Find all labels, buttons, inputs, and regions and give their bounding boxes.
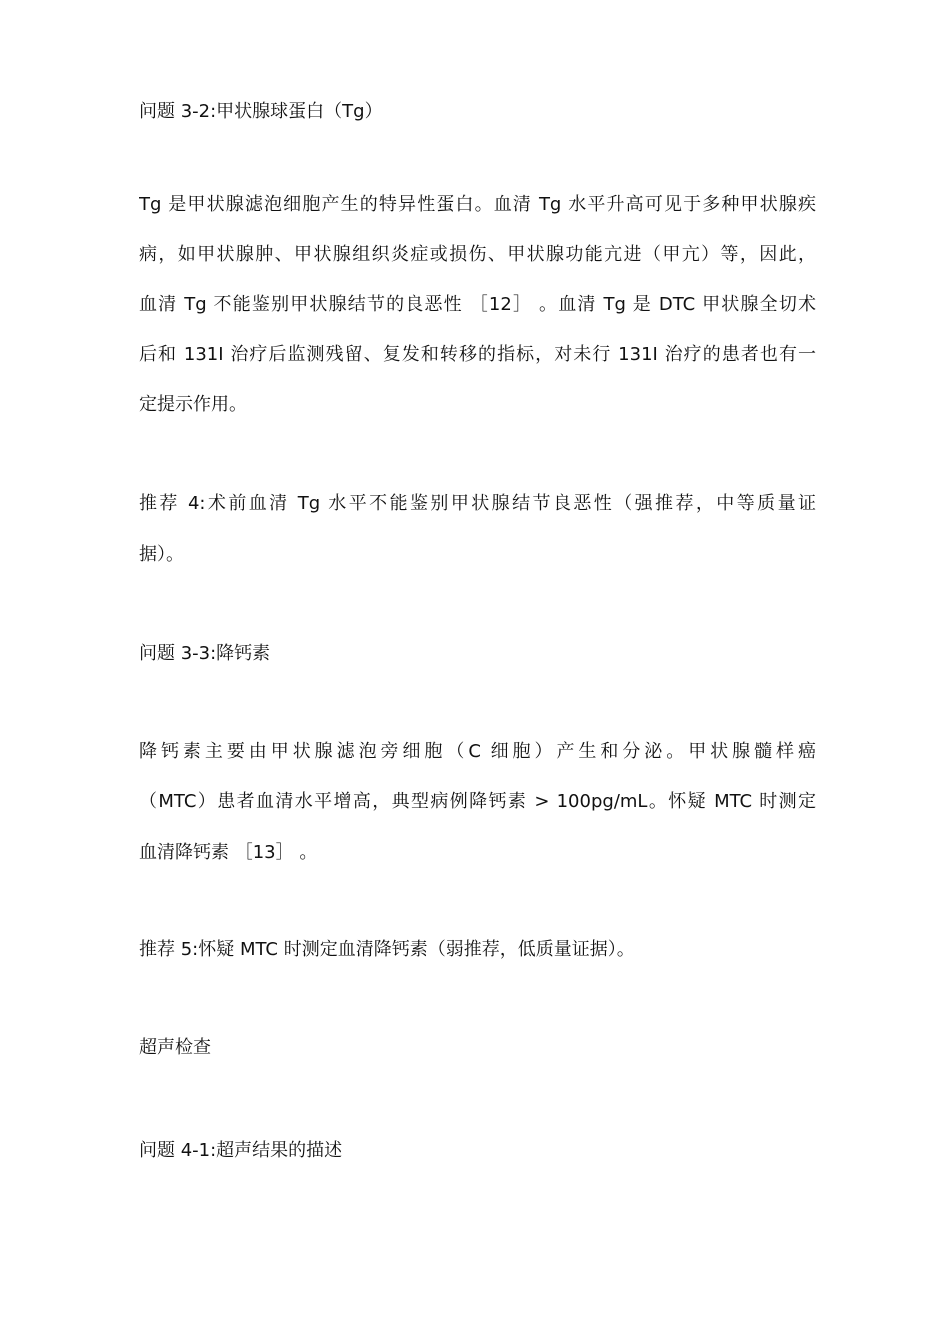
tg-paragraph-line-5: 定提示作用。 xyxy=(139,394,247,415)
recommendation-4-line-2: 据）。 xyxy=(139,544,184,565)
tg-paragraph-line-3: 血清 Tg 不能鉴别甲状腺结节的良恶性 ［12］ 。血清 Tg 是 DTC 甲状腺全切术 xyxy=(139,294,816,315)
recommendation-5: 推荐 5:怀疑 MTC 时测定血清降钙素（弱推荐，低质量证据）。 xyxy=(139,939,635,960)
calcitonin-paragraph-line-2: （MTC）患者血清水平增高，典型病例降钙素 > 100pg/mL。怀疑 MTC 时测定 xyxy=(139,791,816,812)
recommendation-4-line-1: 推荐 4:术前血清 Tg 水平不能鉴别甲状腺结节良恶性（强推荐，中等质量证 xyxy=(139,493,816,514)
question-3-3-heading: 问题 3-3:降钙素 xyxy=(139,643,271,664)
calcitonin-paragraph-line-3: 血清降钙素 ［13］ 。 xyxy=(139,842,318,863)
ultrasound-section-heading: 超声检查 xyxy=(139,1037,211,1058)
tg-paragraph-line-2: 病，如甲状腺肿、甲状腺组织炎症或损伤、甲状腺功能亢进（甲亢）等，因此， xyxy=(139,244,816,265)
tg-paragraph-line-4: 后和 131I 治疗后监测残留、复发和转移的指标，对未行 131I 治疗的患者也有一 xyxy=(139,344,816,365)
calcitonin-paragraph-line-1: 降钙素主要由甲状腺滤泡旁细胞（C 细胞）产生和分泌。甲状腺髓样癌 xyxy=(139,741,816,762)
question-4-1-heading: 问题 4-1:超声结果的描述 xyxy=(139,1140,343,1161)
tg-paragraph-line-1: Tg 是甲状腺滤泡细胞产生的特异性蛋白。血清 Tg 水平升高可见于多种甲状腺疾 xyxy=(139,194,816,215)
question-3-2-heading: 问题 3-2:甲状腺球蛋白（Tg） xyxy=(139,101,383,122)
